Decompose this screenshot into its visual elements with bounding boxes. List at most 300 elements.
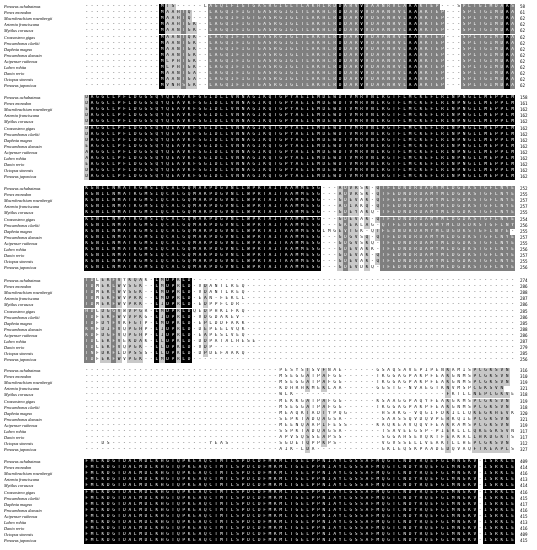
residue: - (451, 314, 455, 320)
residue: - (484, 290, 487, 296)
residue: Q (166, 174, 169, 180)
residue: T (279, 253, 283, 259)
residue: T (182, 40, 186, 46)
residue: - (424, 339, 428, 344)
residue: S (150, 234, 153, 240)
residue: K (193, 58, 196, 64)
residue: E (306, 210, 310, 216)
residue: K (419, 131, 423, 137)
residue: T (252, 40, 256, 46)
residue: E (300, 162, 304, 168)
residue: G (139, 143, 142, 149)
residue: P (117, 149, 121, 155)
sequence-segment (84, 107, 516, 113)
residue: D (424, 222, 428, 228)
residue: - (306, 284, 310, 290)
residue: G (252, 119, 256, 125)
residue: P (317, 374, 320, 380)
residue: Y (505, 265, 509, 271)
residue: A (295, 156, 299, 161)
residue: Y (160, 113, 164, 119)
residue: - (311, 357, 315, 363)
residue: S (495, 380, 498, 386)
residue: E (85, 107, 89, 113)
residue: T (274, 168, 277, 174)
residue: G (484, 22, 487, 28)
residue: M (117, 186, 121, 191)
residue: - (462, 308, 466, 314)
residue: R (392, 40, 396, 46)
residue: - (123, 28, 126, 34)
residue: L (220, 156, 223, 161)
residue: D (371, 71, 374, 77)
residue: - (155, 386, 159, 392)
residue: W (117, 302, 121, 308)
residue: - (322, 259, 326, 265)
residue: - (193, 314, 196, 320)
residue: V (225, 234, 229, 240)
sequence-segment (84, 65, 516, 71)
residue: G (144, 125, 148, 131)
residue: N (112, 198, 115, 204)
residue: A (177, 149, 180, 155)
residue: - (398, 290, 401, 296)
residue: S (182, 83, 186, 89)
alignment-row (0, 210, 537, 216)
residue: D (187, 339, 191, 344)
residue: - (457, 10, 460, 16)
residue: - (247, 320, 250, 326)
residue: L (403, 137, 407, 143)
residue: I (257, 107, 261, 113)
residue: Y (435, 265, 439, 271)
residue: G (338, 380, 342, 386)
residue: G (403, 380, 407, 386)
residue: M (160, 58, 164, 64)
residue: - (90, 34, 94, 40)
residue: P (144, 320, 148, 326)
residue: - (333, 284, 336, 290)
residue: Q (187, 34, 191, 40)
residue: M (408, 137, 412, 143)
residue: A (90, 95, 94, 100)
species-label: Penaeus japonicus (4, 174, 37, 180)
residue: G (338, 234, 342, 240)
residue: E (435, 71, 439, 77)
residue: - (117, 58, 121, 64)
residue: Q (365, 204, 369, 210)
residue: - (311, 351, 315, 357)
residue: D (214, 198, 218, 204)
residue: A (263, 83, 266, 89)
residue: N (403, 192, 407, 198)
species-label: Procambarus clarkii (4, 40, 40, 46)
residue: - (247, 326, 250, 332)
residue: - (403, 302, 407, 308)
residue: P (473, 368, 477, 373)
residue: M (300, 198, 304, 204)
residue: L (376, 113, 380, 119)
residue: V (398, 22, 401, 28)
residue: G (101, 143, 105, 149)
residue: L (155, 314, 159, 320)
residue: G (220, 52, 223, 58)
residue: K (365, 240, 369, 246)
residue: V (230, 119, 234, 125)
residue: W (247, 222, 250, 228)
residue: L (225, 143, 229, 149)
residue: A (306, 374, 310, 380)
residue: D (214, 222, 218, 228)
residue: D (495, 4, 498, 9)
residue: V (344, 228, 347, 234)
residue: T (300, 58, 304, 64)
residue: - (387, 345, 390, 351)
residue: D (398, 265, 401, 271)
residue: F (193, 143, 196, 149)
residue: C (478, 374, 482, 380)
residue: K (317, 10, 320, 16)
residue: I (155, 186, 159, 191)
residue: - (96, 71, 99, 77)
residue: - (101, 40, 105, 46)
residue: I (209, 107, 212, 113)
residue: M (160, 4, 164, 9)
residue: F (489, 253, 493, 259)
residue: G (338, 198, 342, 204)
residue: - (424, 320, 428, 326)
residue: - (274, 357, 277, 363)
sequence-segment (84, 259, 516, 265)
residue: M (511, 162, 514, 168)
residue: M (484, 131, 487, 137)
residue: V (182, 168, 186, 174)
residue: - (468, 332, 471, 338)
species-label: Danio rerio (4, 345, 25, 351)
residue: R (333, 52, 336, 58)
residue: R (177, 314, 180, 320)
residue: D (462, 216, 466, 222)
residue: T (128, 253, 132, 259)
residue: - (150, 386, 153, 392)
residue: T (381, 210, 385, 216)
residue: - (85, 380, 89, 386)
residue: F (489, 234, 493, 240)
residue: - (468, 357, 471, 363)
species-label: Acipenser ruthenus (4, 332, 38, 338)
residue: G (139, 253, 142, 259)
residue: N (241, 113, 245, 119)
residue: F (387, 240, 390, 246)
residue: A (414, 52, 417, 58)
residue: T (430, 34, 434, 40)
residue: L (182, 357, 186, 363)
residue: N (451, 143, 455, 149)
residue: E (489, 149, 493, 155)
residue: P (495, 149, 498, 155)
residue: I (306, 113, 310, 119)
residue: S (311, 222, 315, 228)
residue: I (284, 77, 288, 83)
residue: - (133, 40, 137, 46)
residue: - (263, 314, 266, 320)
residue: C (106, 149, 110, 155)
residue: - (96, 77, 99, 83)
residue: P (128, 357, 132, 363)
residue: A (139, 339, 142, 344)
residue: Q (225, 10, 229, 16)
residue: K (419, 125, 423, 131)
residue: - (90, 71, 94, 77)
residue: E (489, 156, 493, 161)
residue: A (214, 34, 218, 40)
residue: - (193, 386, 196, 392)
residue: M (144, 204, 148, 210)
sequence-segment (84, 278, 516, 284)
residue: G (387, 101, 390, 107)
residue: A (424, 253, 428, 259)
residue: H (177, 83, 180, 89)
residue: T (252, 46, 256, 52)
residue: E (171, 131, 175, 137)
residue: T (478, 210, 482, 216)
residue: C (106, 137, 110, 143)
residue: K (203, 216, 207, 222)
residue: - (478, 314, 482, 320)
residue: G (489, 222, 493, 228)
residue: K (419, 162, 423, 168)
alignment-row (0, 156, 537, 162)
residue: E (311, 101, 315, 107)
residue: G (484, 10, 487, 16)
residue: Y (295, 368, 299, 373)
residue: K (85, 204, 89, 210)
residue: A (414, 4, 417, 9)
residue: - (128, 4, 132, 9)
residue: R (177, 332, 180, 338)
residue: K (85, 192, 89, 198)
residue: R (268, 4, 272, 9)
residue: N (500, 234, 504, 240)
residue: - (123, 380, 126, 386)
residue: Q (155, 125, 159, 131)
residue: N (462, 162, 466, 168)
residue: A (247, 168, 250, 174)
residue: - (117, 386, 121, 392)
residue: - (322, 222, 326, 228)
residue: G (451, 380, 455, 386)
residue: F (387, 259, 390, 265)
species-label: Artemia franciscana (4, 113, 40, 119)
residue: I (257, 174, 261, 180)
residue: - (489, 314, 493, 320)
residue: A (424, 240, 428, 246)
residue: R (257, 234, 261, 240)
position-number: 288 (520, 290, 528, 296)
residue: N (209, 296, 212, 302)
residue: M (317, 143, 320, 149)
residue: D (371, 28, 374, 34)
residue: D (85, 101, 89, 107)
residue: - (500, 351, 504, 357)
residue: L (182, 290, 186, 296)
residue: Y (505, 240, 509, 246)
residue: V (500, 380, 504, 386)
residue: W (247, 240, 250, 246)
residue: Q (166, 95, 169, 100)
residue: G (484, 198, 487, 204)
species-label: Penes monodon (4, 284, 32, 290)
residue: N (371, 131, 374, 137)
residue: - (446, 10, 450, 16)
residue: M (160, 320, 164, 326)
residue: - (139, 28, 142, 34)
residue: - (473, 308, 477, 314)
residue: K (462, 228, 466, 234)
residue: A (408, 10, 412, 16)
residue: M (160, 40, 164, 46)
residue: S (468, 374, 471, 380)
residue: - (327, 253, 331, 259)
residue: L (478, 95, 482, 100)
residue: E (414, 368, 417, 373)
residue: - (257, 332, 261, 338)
residue: M (354, 119, 358, 125)
residue: K (263, 125, 266, 131)
residue: A (414, 28, 417, 34)
residue: P (209, 302, 212, 308)
residue: L (295, 52, 299, 58)
residue: S (468, 228, 471, 234)
residue: - (306, 314, 310, 320)
residue: N (241, 95, 245, 100)
residue: F (236, 52, 239, 58)
residue: - (290, 314, 293, 320)
residue: G (279, 143, 283, 149)
residue: L (225, 119, 229, 125)
residue: - (435, 339, 439, 344)
residue: E (171, 143, 175, 149)
residue: - (446, 278, 450, 283)
position-number: 285 (520, 320, 528, 326)
residue: T (274, 174, 277, 180)
alignment-row (0, 345, 537, 351)
residue: G (203, 125, 207, 131)
residue: V (365, 113, 369, 119)
residue: L (473, 113, 477, 119)
residue: E (349, 198, 353, 204)
residue: A (90, 168, 94, 174)
residue: A (171, 71, 175, 77)
residue: - (441, 290, 444, 296)
residue: T (430, 52, 434, 58)
residue: R (392, 77, 396, 83)
residue: I (446, 162, 450, 168)
residue: - (117, 83, 121, 89)
residue: F (123, 143, 126, 149)
residue: - (500, 296, 504, 302)
residue: N (236, 131, 239, 137)
residue: M (300, 216, 304, 222)
residue: L (225, 149, 229, 155)
residue: Y (160, 156, 164, 161)
position-number: 310 (520, 374, 528, 380)
residue: - (128, 83, 132, 89)
residue: K (241, 326, 245, 332)
alignment-row (0, 217, 537, 223)
residue: L (322, 4, 326, 9)
residue: - (387, 314, 390, 320)
residue: A (209, 4, 212, 9)
residue: - (365, 380, 369, 386)
residue: G (220, 46, 223, 52)
residue: - (203, 380, 207, 386)
residue: K (424, 77, 428, 83)
residue: S (144, 351, 148, 357)
residue: E (424, 119, 428, 125)
residue: L (376, 107, 380, 113)
residue: - (166, 380, 169, 386)
residue: R (257, 210, 261, 216)
residue: Q (268, 168, 272, 174)
residue: A (419, 16, 423, 22)
residue: G (279, 22, 283, 28)
residue: V (500, 368, 504, 373)
residue: V (360, 77, 363, 83)
residue: A (414, 22, 417, 28)
residue: R (381, 125, 385, 131)
residue: L (155, 320, 159, 326)
residue: L (446, 216, 450, 222)
residue: - (441, 302, 444, 308)
residue: L (403, 168, 407, 174)
residue: T (424, 4, 428, 9)
alignment-row (0, 192, 537, 198)
residue: E (306, 240, 310, 246)
residue: - (306, 351, 310, 357)
residue: D (203, 339, 207, 344)
residue: D (85, 95, 89, 100)
residue: - (300, 345, 304, 351)
residue: A (290, 265, 293, 271)
residue: G (247, 46, 250, 52)
residue: G (252, 95, 256, 100)
residue: A (381, 65, 385, 70)
residue: Q (187, 265, 191, 271)
residue: G (90, 240, 94, 246)
residue: K (128, 278, 132, 283)
residue: V (360, 22, 363, 28)
residue: - (252, 320, 256, 326)
residue: A (505, 58, 509, 64)
residue: V (354, 240, 358, 246)
residue: G (96, 149, 99, 155)
residue: C (166, 204, 169, 210)
residue: E (392, 210, 396, 216)
residue: - (371, 284, 374, 290)
residue: - (257, 386, 261, 392)
residue: - (360, 357, 363, 363)
residue: - (139, 10, 142, 16)
residue: - (268, 380, 272, 386)
residue: G (187, 58, 191, 64)
residue: K (106, 302, 110, 308)
residue: T (392, 174, 396, 180)
residue: D (90, 314, 94, 320)
residue: G (139, 156, 142, 161)
residue: E (489, 107, 493, 113)
residue: D (322, 162, 326, 168)
